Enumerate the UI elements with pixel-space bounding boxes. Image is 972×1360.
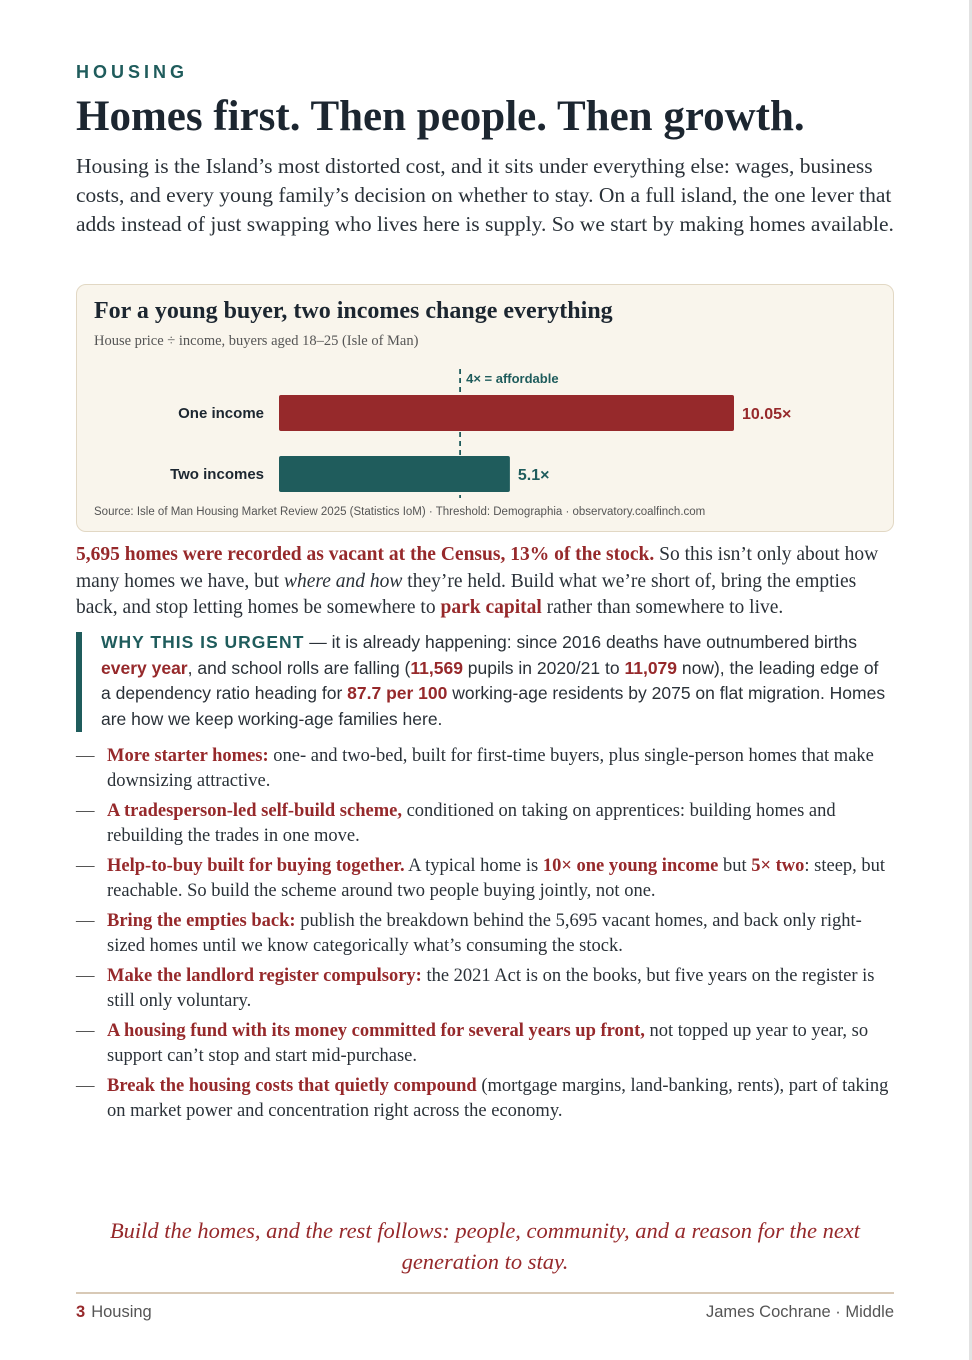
list-item-text: : steep, but reachable. So build the scheme around two people buying jointly, not one. <box>107 856 886 901</box>
data-label: 5.1× <box>517 467 550 484</box>
chart-title: For a young buyer, two incomes change everything <box>94 298 613 324</box>
list-item <box>76 1074 896 1124</box>
intro-paragraph: Housing is the Island’s most distorted cost, and it sits under everything else: wages, business costs, and every young family’s decision on whether to stay. On a full island, the one lever that adds instead of just swapping who lives here is supply. So we start by making homes available. <box>76 154 894 236</box>
chart-subtitle: House price ÷ income, buyers aged 18–25 (Isle of Man) <box>94 333 419 349</box>
list-item-lead: Break the housing costs that quietly compound <box>107 1076 477 1096</box>
list-dash: — <box>76 1021 95 1041</box>
list-item-lead: A tradesperson-led self-build scheme, <box>107 801 402 821</box>
bar-chart <box>77 285 893 531</box>
footer-author: James Cochrane · Middle <box>706 1303 894 1321</box>
list-item-text: not topped up year to year, so support can’t stop and start mid-purchase. <box>107 1021 869 1066</box>
list-item-text: A typical home is <box>404 856 543 876</box>
callout-highlight-pupils-2020: 11,569 <box>410 657 463 678</box>
list-dash: — <box>76 966 95 986</box>
vacant-homes-paragraph <box>76 542 896 622</box>
vacant-text-2: they’re held. Build what we’re short of, bring the empties back, and stop letting homes be somewhere to <box>76 570 857 618</box>
callout-text-3: pupils in 2020/21 to <box>462 657 625 678</box>
list-item-lead: Make the landlord register compulsory: <box>107 966 422 986</box>
callout-text-4: now), the leading edge of a dependency ratio heading for <box>101 657 879 703</box>
chart-card <box>76 284 894 532</box>
list-item-lead: More starter homes: <box>107 746 269 766</box>
list-dash: — <box>76 1076 95 1096</box>
list-item-text: conditioned on taking on apprentices: building homes and rebuilding the trades in one move. <box>107 801 836 846</box>
callout-highlight-dependency-ratio: 87.7 per 100 <box>347 683 448 703</box>
vacant-text-3: rather than somewhere to live. <box>541 597 784 618</box>
vacant-text-1: So this isn’t only about how many homes we have, but <box>76 544 879 592</box>
vacant-emphasis: where and how <box>283 570 403 592</box>
data-label: 10.05× <box>742 406 792 423</box>
footer-section: Housing <box>91 1303 152 1321</box>
list-dash: — <box>76 746 95 766</box>
bar <box>279 456 510 492</box>
callout-text-5: working-age residents by 2075 on flat migration. Homes are how we keep working-age families here. <box>101 683 886 729</box>
urgent-callout <box>76 632 900 732</box>
chart-source: Source: Isle of Man Housing Market Review 2025 (Statistics IoM) · Threshold: Demographia · observatory.coalfinch.com <box>94 506 706 518</box>
category-label: Two incomes <box>170 466 264 483</box>
list-item <box>76 964 896 1014</box>
list-item <box>76 744 896 794</box>
list-item <box>76 909 896 959</box>
list-item-text: but <box>718 856 752 876</box>
list-item-highlight-one-income: 10× one young income <box>542 856 719 876</box>
footer-divider <box>76 1292 894 1294</box>
list-item <box>76 1019 896 1069</box>
page-number: 3 <box>76 1303 86 1321</box>
list-dash: — <box>76 801 95 821</box>
list-item-lead: Bring the empties back: <box>107 911 296 931</box>
callout-text-2: , and school rolls are falling ( <box>187 657 411 678</box>
park-capital-highlight: park capital <box>440 597 542 618</box>
callout-highlight-pupils-now: 11,079 <box>624 657 678 678</box>
list-item-lead: A housing fund with its money committed for several years up front, <box>107 1021 645 1041</box>
list-item-text: (mortgage margins, land-banking, rents), part of taking on market power and concentration right across the economy. <box>107 1076 889 1121</box>
list-item-highlight-two: 5× two <box>751 856 805 876</box>
callout-highlight-every-year: every year <box>101 657 188 678</box>
urgent-callout-text <box>101 630 891 732</box>
category-label: One income <box>178 405 264 422</box>
list-item-text: the 2021 Act is on the books, but five years on the register is still only voluntary. <box>107 966 875 1011</box>
page-footer <box>76 1303 894 1322</box>
vacant-homes-highlight: 5,695 homes were recorded as vacant at the Census, 13% of the stock. <box>76 544 655 565</box>
action-list <box>76 744 896 1129</box>
list-dash: — <box>76 856 95 876</box>
callout-text-1: — it is already happening: since 2016 deaths have outnumbered births <box>304 632 857 652</box>
closing-statement: Build the homes, and the rest follows: people, community, and a reason for the next generation to stay. <box>109 1218 861 1274</box>
threshold-label: 4× = affordable <box>466 371 559 386</box>
page-title: Homes first. Then people. Then growth. <box>76 93 805 140</box>
urgent-callout-label: WHY THIS IS URGENT <box>101 632 305 652</box>
list-item-lead: Help-to-buy built for buying together. <box>107 856 405 876</box>
list-item <box>76 799 896 849</box>
list-item-text: publish the breakdown behind the 5,695 vacant homes, and back only right-sized homes until we know categorically what’s consuming the stock. <box>107 911 862 956</box>
list-dash: — <box>76 911 95 931</box>
list-item <box>76 854 896 904</box>
section-kicker: HOUSING <box>76 62 189 82</box>
list-item-text: one- and two-bed, built for first-time buyers, plus single-person homes that make downsizing attractive. <box>107 746 874 791</box>
bar <box>279 395 734 431</box>
